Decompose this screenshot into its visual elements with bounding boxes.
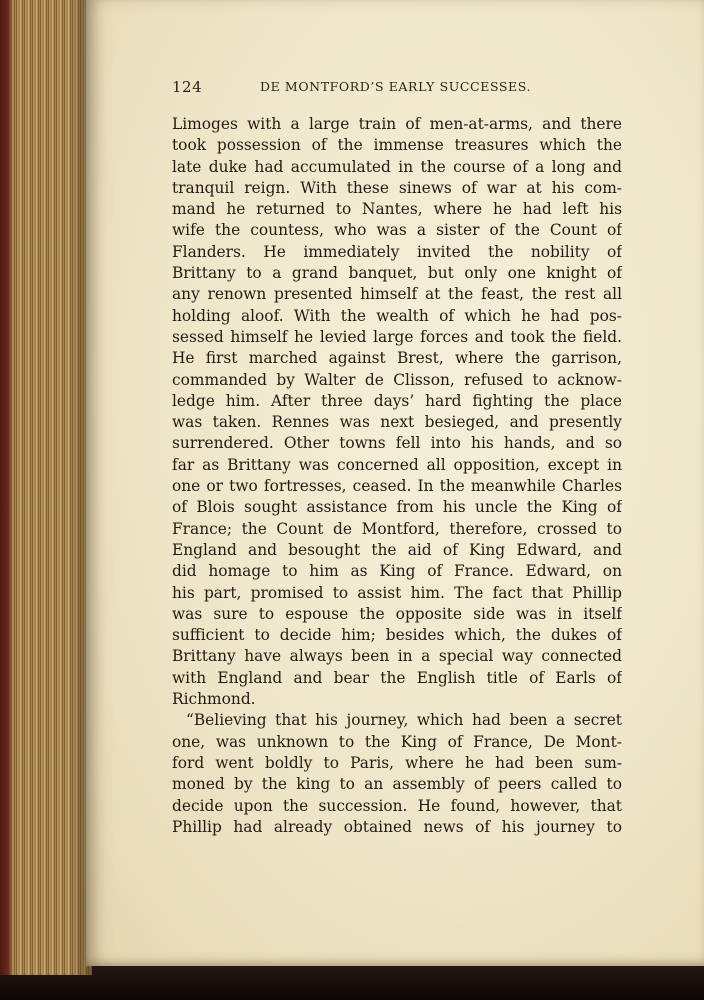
text-line: Brittany have always been in a special way connected	[172, 647, 622, 666]
text-line: Limoges with a large train of men-at-arms, and there	[172, 115, 622, 133]
text-line: sufficient to decide him; besides which, the dukes of	[172, 626, 622, 645]
text-line: Phillip had already obtained news of his journey to	[172, 817, 622, 836]
text-line: England and besought the aid of King Edward, and	[172, 540, 622, 559]
text-line: Richmond.	[172, 690, 256, 709]
text-line: “Believing that his journey, which had been a secret	[186, 711, 622, 730]
body-text	[172, 114, 622, 838]
text-line: took possession of the immense treasures which the	[172, 136, 622, 155]
text-line: with England and bear the English title of Earls of	[172, 668, 622, 687]
text-line: holding aloof. With the wealth of which he had pos-	[172, 306, 622, 325]
text-line: did homage to him as King of France. Edward, on	[172, 562, 622, 581]
text-line: wife the countess, who was a sister of the Count of	[172, 221, 622, 240]
text-line: sessed himself he levied large forces and took the field.	[172, 327, 622, 346]
text-line: mand he returned to Nantes, where he had left his	[172, 200, 622, 219]
page-header	[172, 78, 622, 100]
text-line: ledge him. After three days’ hard fighting the place	[172, 391, 622, 410]
page-number: 124	[172, 78, 203, 96]
text-line: was taken. Rennes was next besieged, and presently	[172, 413, 622, 432]
text-line: Brittany to a grand banquet, but only one knight of	[172, 264, 622, 283]
text-line: any renown presented himself at the feast, the rest all	[172, 285, 622, 304]
text-line: far as Brittany was concerned all opposition, except in	[172, 455, 622, 474]
text-line: ford went boldly to Paris, where he had been sum-	[172, 753, 622, 772]
text-line: of Blois sought assistance from his uncle the King of	[172, 498, 622, 517]
text-line: late duke had accumulated in the course of a long and	[172, 157, 622, 176]
text-line: tranquil reign. With these sinews of war at his com-	[172, 178, 622, 197]
text-line: He first marched against Brest, where the garrison,	[172, 349, 622, 368]
text-line: surrendered. Other towns fell into his hands, and so	[172, 434, 622, 453]
text-line: commanded by Walter de Clisson, refused to acknow-	[172, 370, 622, 389]
text-line: decide upon the succession. He found, however, that	[172, 796, 622, 815]
running-head: DE MONTFORD’S EARLY SUCCESSES.	[260, 79, 532, 94]
page-edges	[0, 0, 92, 975]
text-line: one or two fortresses, ceased. In the meanwhile Charles	[172, 477, 622, 496]
text-line: moned by the king to an assembly of peers called to	[172, 775, 622, 794]
table-shadow	[0, 960, 704, 1000]
text-line: his part, promised to assist him. The fact that Phillip	[172, 583, 622, 602]
text-line: was sure to espouse the opposite side was in itself	[172, 604, 622, 623]
text-line: France; the Count de Montford, therefore, crossed to	[172, 519, 622, 538]
text-line: one, was unknown to the King of France, De Mont-	[172, 732, 622, 751]
text-line: Flanders. He immediately invited the nobility of	[172, 242, 622, 261]
